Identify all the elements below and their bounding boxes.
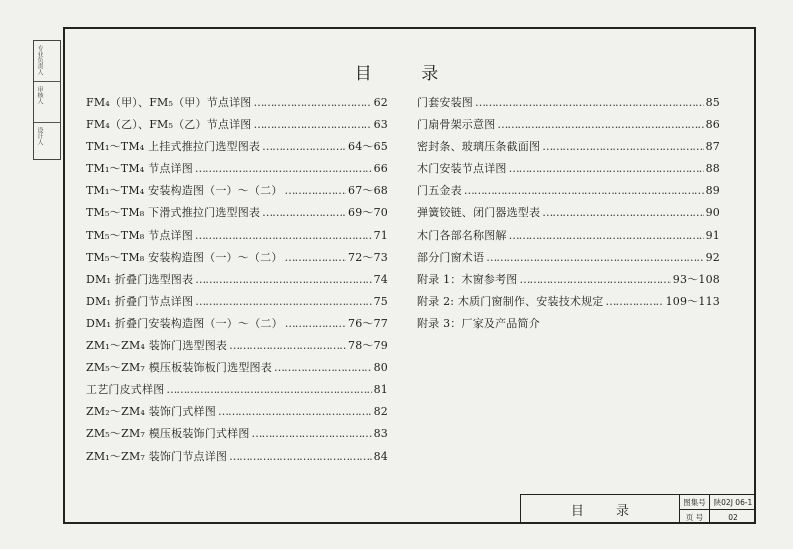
toc-entry-page: 71 <box>373 228 388 242</box>
toc-entry-title: FM₄（乙）、FM₅（乙）节点详图 <box>86 118 252 132</box>
toc-entry[interactable] <box>417 293 720 315</box>
page-number-value: 02 <box>728 512 738 522</box>
dot-leader <box>229 450 371 462</box>
dot-leader <box>542 140 703 152</box>
toc-entry-title: 门五金表 <box>417 184 462 198</box>
dot-leader <box>195 273 371 285</box>
toc-entry-title: ZM₅～ZM₇ 模压板装饰板门选型图表 <box>86 361 272 375</box>
toc-entry-title: DM₁ 折叠门安装构造图（一）～（二） <box>86 316 283 330</box>
toc-entry-title: 门套安装图 <box>417 96 473 109</box>
dot-leader <box>285 251 346 263</box>
toc-entry-title: ZM₁～ZM₄ 装饰门选型图表 <box>86 339 228 353</box>
stamp-row: 专业负责人 <box>34 41 60 82</box>
toc-entry-title: TM₁～TM₄ 上挂式推拉门选型图表 <box>86 140 261 154</box>
title-block-name: 目 录 <box>521 495 680 524</box>
toc-entry[interactable] <box>417 227 720 249</box>
stamp-row: 设计人 <box>36 127 43 145</box>
atlas-number-label: 图集号 <box>680 495 710 509</box>
dot-leader <box>520 273 671 285</box>
toc-entry-page: 109～113 <box>665 294 720 308</box>
toc-entry[interactable] <box>86 204 388 226</box>
toc-entry-page: 84 <box>373 449 388 463</box>
toc-entry-title: TM₅～TM₈ 节点详图 <box>86 228 193 242</box>
toc-entry-title: 弹簧铰链、闭门器选型表 <box>417 206 541 220</box>
approval-stamp <box>33 40 61 160</box>
dot-leader <box>509 229 704 241</box>
dot-leader <box>252 427 372 439</box>
toc-entry-page: 63 <box>373 118 388 132</box>
toc-entry-title: 附录 3：厂家及产品简介 <box>417 316 540 330</box>
toc-entry-page: 88 <box>705 162 720 176</box>
dot-leader <box>195 162 372 174</box>
dot-leader <box>195 295 371 307</box>
toc-entry[interactable] <box>86 381 388 403</box>
toc-entry-page: 72～73 <box>348 250 388 264</box>
title-block <box>520 494 756 524</box>
toc-entry-page: 74 <box>373 272 388 286</box>
toc-entry-page: 91 <box>705 228 720 242</box>
toc-entry-page: 69～70 <box>348 206 388 220</box>
toc-entry[interactable] <box>417 138 720 160</box>
dot-leader <box>254 96 372 108</box>
toc-entry[interactable] <box>86 138 388 160</box>
toc-entry-title: TM₁～TM₄ 节点详图 <box>86 162 193 176</box>
toc-entry-page: 90 <box>705 206 720 220</box>
toc-entry-page: 86 <box>705 118 720 132</box>
toc-entry-title: ZM₁～ZM₇ 装饰门节点详图 <box>86 449 228 463</box>
dot-leader <box>166 383 371 395</box>
toc-entry-title: 密封条、玻璃压条截面图 <box>417 140 541 154</box>
toc-entry[interactable] <box>86 448 388 470</box>
toc-entry-page: 76～77 <box>348 316 388 330</box>
toc-entry-title: 木门各部名称图解 <box>417 228 507 242</box>
toc-entry[interactable] <box>86 293 388 315</box>
toc-right-column <box>417 94 720 337</box>
toc-entry[interactable] <box>86 271 388 293</box>
dot-leader <box>606 295 664 307</box>
toc-entry-page: 89 <box>705 184 720 198</box>
toc-entry[interactable] <box>417 94 720 116</box>
toc-entry-title: 附录 1：木窗参考图 <box>417 272 518 286</box>
toc-entry[interactable] <box>417 271 720 293</box>
toc-entry-page: 83 <box>373 427 388 441</box>
toc-entry[interactable] <box>86 403 388 425</box>
page-number-label: 页 号 <box>680 510 710 524</box>
dot-leader <box>218 405 372 417</box>
dot-leader <box>464 184 704 196</box>
toc-entry-page: 78～79 <box>348 339 388 353</box>
toc-entry[interactable] <box>86 249 388 271</box>
toc-entry[interactable] <box>86 94 388 116</box>
toc-entry[interactable] <box>417 204 720 226</box>
toc-entry-title: TM₅～TM₈ 下滑式推拉门选型图表 <box>86 206 261 220</box>
title-block-grid <box>680 495 756 524</box>
dot-leader <box>229 339 346 351</box>
toc-entry-page: 92 <box>705 250 720 264</box>
toc-entry[interactable] <box>86 227 388 249</box>
toc-entry-title: TM₁～TM₄ 安装构造图（一）～（二） <box>86 184 283 198</box>
toc-entry-title: DM₁ 折叠门节点详图 <box>86 294 194 308</box>
toc-left-column <box>86 94 388 470</box>
toc-entry-title: 木门安装节点详图 <box>417 162 507 176</box>
toc-entry-title: ZM₂～ZM₄ 装饰门式样图 <box>86 405 216 419</box>
toc-entry[interactable] <box>86 315 388 337</box>
toc-entry[interactable] <box>86 337 388 359</box>
toc-entry-page: 75 <box>373 294 388 308</box>
toc-entry[interactable] <box>417 315 720 337</box>
dot-leader <box>486 251 703 263</box>
dot-leader <box>285 317 346 329</box>
toc-entry[interactable] <box>86 182 388 204</box>
toc-entry[interactable] <box>86 425 388 447</box>
toc-entry[interactable] <box>86 359 388 381</box>
dot-leader <box>497 118 703 130</box>
dot-leader <box>262 140 346 152</box>
dot-leader <box>542 206 703 218</box>
toc-entry-title: FM₄（甲）、FM₅（甲）节点详图 <box>86 96 252 109</box>
page-title: 目 录 <box>354 64 461 84</box>
dot-leader <box>285 184 346 196</box>
toc-entry-page: 81 <box>373 383 388 397</box>
toc-entry[interactable] <box>417 182 720 204</box>
dot-leader <box>274 361 372 373</box>
dot-leader <box>509 162 704 174</box>
toc-entry[interactable] <box>417 249 720 271</box>
toc-entry-title: 工艺门皮式样图 <box>86 383 165 397</box>
toc-entry-page: 87 <box>705 140 720 154</box>
stamp-row: 审核人 <box>34 82 60 123</box>
toc-entry[interactable] <box>417 116 720 138</box>
toc-entry-title: TM₅～TM₈ 安装构造图（一）～（二） <box>86 250 283 264</box>
atlas-number-value: 陕02J 06-1 <box>713 497 753 507</box>
toc-entry-page: 67～68 <box>348 184 388 198</box>
toc-entry-page: 93～108 <box>672 272 720 286</box>
dot-leader <box>262 206 346 218</box>
toc-entry-page: 82 <box>373 405 388 419</box>
toc-entry-page: 66 <box>373 162 388 176</box>
dot-leader <box>254 118 372 130</box>
toc-entry[interactable] <box>417 160 720 182</box>
toc-entry[interactable] <box>86 160 388 182</box>
toc-entry-page: 85 <box>705 96 720 109</box>
toc-entry-title: 部分门窗术语 <box>417 250 485 264</box>
toc-entry-page: 64～65 <box>348 140 388 154</box>
toc-entry-title: 附录 2: 木质门窗制作、安装技术规定 <box>417 294 604 308</box>
toc-entry-page: 62 <box>373 96 388 109</box>
toc-entry[interactable] <box>86 116 388 138</box>
toc-entry-title: DM₁ 折叠门选型图表 <box>86 272 194 286</box>
dot-leader <box>195 229 372 241</box>
toc-entry-page: 80 <box>373 361 388 375</box>
dot-leader <box>475 96 704 108</box>
toc-entry-title: ZM₅～ZM₇ 模压板装饰门式样图 <box>86 427 250 441</box>
toc-entry-title: 门扇骨架示意图 <box>417 118 496 132</box>
